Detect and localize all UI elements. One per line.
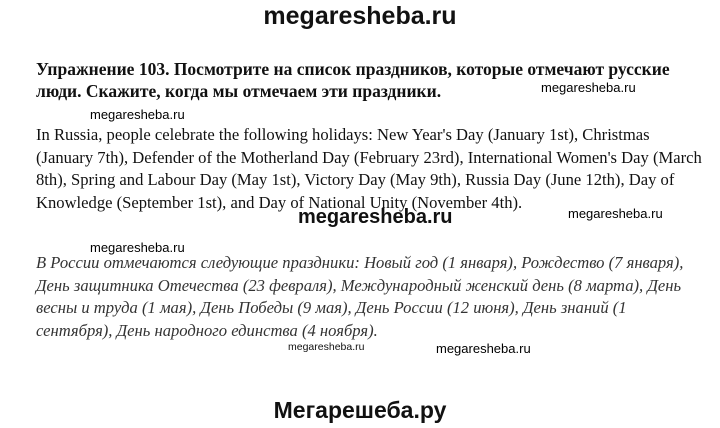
exercise-heading: Упражнение 103. Посмотрите на список праздников, которые отмечают русские люди. Скажите, когда мы отмечаем эти праздники. — [36, 59, 670, 101]
watermark: megaresheba.ru — [90, 240, 185, 255]
watermark: megaresheba.ru — [436, 341, 531, 356]
english-answer: In Russia, people celebrate the following holidays: New Year's Day (January 1st), Christmas (January 7th), Defender of the Motherland Day (February 23rd), International Women's Day (March 8th), Spring and Labour Day (May 1st), Victory Day (May 9th), Russia Day (June 12th), Day of Knowledge (September 1st), and Day of National Unity (November 4th). — [36, 125, 702, 212]
watermark: megaresheba.ru — [568, 206, 663, 221]
site-header: megaresheba.ru — [263, 2, 457, 30]
site-footer: Мегарешеба.ру — [273, 397, 447, 423]
watermark: megaresheba.ru — [288, 341, 365, 353]
watermark: megaresheba.ru — [90, 107, 185, 122]
watermark-bold: megaresheba.ru — [298, 206, 453, 228]
watermark: megaresheba.ru — [541, 80, 636, 95]
russian-answer: В России отмечаются следующие праздники: Новый год (1 января), Рождество (7 января), День защитника Отечества (23 февраля), Международный женский день (8 марта), День весны и труда (1 мая), День Победы (9 мая), День России (12 июня), День знаний (1 сентября), День народного единства (4 ноября). — [36, 253, 684, 340]
